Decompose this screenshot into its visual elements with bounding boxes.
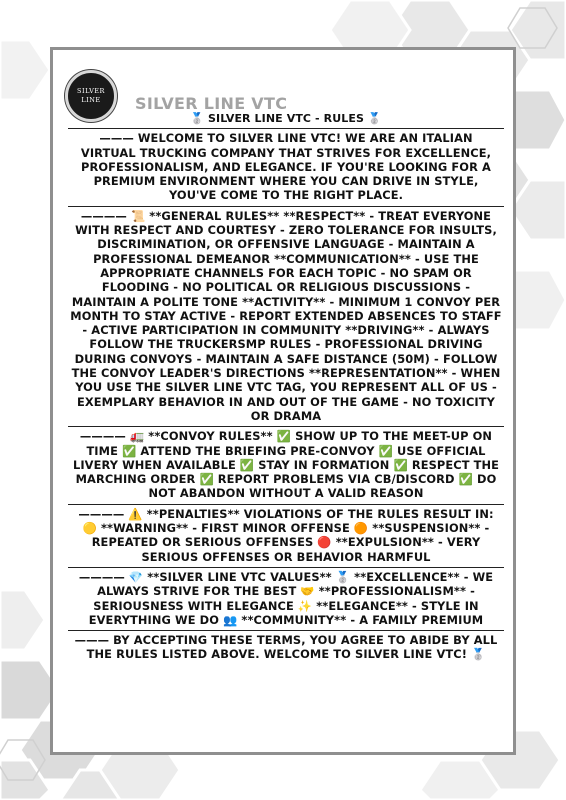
values-text: ———— 💎 **SILVER LINE VTC VALUES** 🥈 **EXCELLENCE** - WE ALWAYS STRIVE FOR THE BEST 🤝 **PROFESSIONALISM** - SERIOUSNESS WITH ELEGANCE ✨ **ELEGANCE** - STYLE IN EVERYTHING WE DO 👥 **COMMUNITY** - A FAMILY PREMIUM xyxy=(78,569,494,627)
divider xyxy=(68,567,504,568)
rules-content xyxy=(68,112,504,663)
convoy-rules-text: ———— 🚛 **CONVOY RULES** ✅ SHOW UP TO THE MEET-UP ON TIME ✅ ATTEND THE BRIEFING PRE-CONVOY ✅ USE OFFICIAL LIVERY WHEN AVAILABLE ✅ STAY IN FORMATION ✅ RESPECT THE MARCHING ORDER ✅ REPORT PROBLEMS VIA CB/DISCORD ✅ DO NOT ABANDON WITHOUT A VALID REASON xyxy=(72,429,500,501)
rules-card xyxy=(50,47,516,755)
values-section xyxy=(68,569,504,628)
penalties-text: ———— ⚠️ **PENALTIES** VIOLATIONS OF THE RULES RESULT IN: 🟡 **WARNING** - FIRST MINOR OFFENSE 🟠 **SUSPENSION** - REPEATED OR SERIOUS OFFENSES 🔴 **EXPULSION** - VERY SERIOUS OFFENSES OR BEHAVIOR HARMFUL xyxy=(78,506,494,564)
logo-text-line1: SILVER xyxy=(77,87,105,95)
convoy-rules-section xyxy=(68,428,504,501)
divider xyxy=(68,630,504,631)
divider xyxy=(68,206,504,207)
divider xyxy=(68,504,504,505)
closing-section xyxy=(68,632,504,663)
penalties-section xyxy=(68,506,504,565)
header xyxy=(65,70,505,116)
welcome-section xyxy=(68,130,504,203)
brand-title: SILVER LINE VTC xyxy=(135,94,288,113)
welcome-text: ——— WELCOME TO SILVER LINE VTC! WE ARE AN ITALIAN VIRTUAL TRUCKING COMPANY THAT STRIVES FOR EXCELLENCE, PROFESSIONALISM, AND ELEGANCE. IF YOU'RE LOOKING FOR A PREMIUM ENVIRONMENT WHERE YOU CAN DRIVE IN STYLE, YOU'VE COME TO THE RIGHT PLACE. xyxy=(80,131,492,203)
closing-text: ——— BY ACCEPTING THESE TERMS, YOU AGREE TO ABIDE BY ALL THE RULES LISTED ABOVE. WELCOME TO SILVER LINE VTC! 🥈 xyxy=(74,633,498,662)
logo-text-line2: LINE xyxy=(81,96,101,104)
general-rules-section xyxy=(68,208,504,424)
general-rules-text: ———— 📜 **GENERAL RULES** **RESPECT** - TREAT EVERYONE WITH RESPECT AND COURTESY - ZERO TOLERANCE FOR INSULTS, DISCRIMINATION, OR OFFENSIVE LANGUAGE - MAINTAIN A PROFESSIONAL DEMEANOR **COMMUNICATION** - USE THE APPROPRIATE CHANNELS FOR EACH TOPIC - NO SPAM OR FLOODING - NO POLITICAL OR RELIGIOUS DISCUSSIONS - MAINTAIN A POLITE TONE **ACTIVITY** - MINIMUM 1 CONVOY PER MONTH TO STAY ACTIVE - REPORT EXTENDED ABSENCES TO STAFF - ACTIVE PARTICIPATION IN COMMUNITY **DRIVING** - ALWAYS FOLLOW THE TRUCKERSMP RULES - PROFESSIONAL DRIVING DURING CONVOYS - MAINTAIN A SAFE DISTANCE (50M) - FOLLOW THE CONVOY LEADER'S DIRECTIONS **REPRESENTATION** - WHEN YOU USE THE SILVER LINE VTC TAG, YOU REPRESENT ALL OF US - EXEMPLARY BEHAVIOR IN AND OUT OF THE GAME - NO TOXICITY OR DRAMA xyxy=(70,208,502,423)
divider xyxy=(68,426,504,427)
divider xyxy=(68,128,504,129)
rules-heading: 🥈 SILVER LINE VTC - RULES 🥈 xyxy=(190,112,382,125)
